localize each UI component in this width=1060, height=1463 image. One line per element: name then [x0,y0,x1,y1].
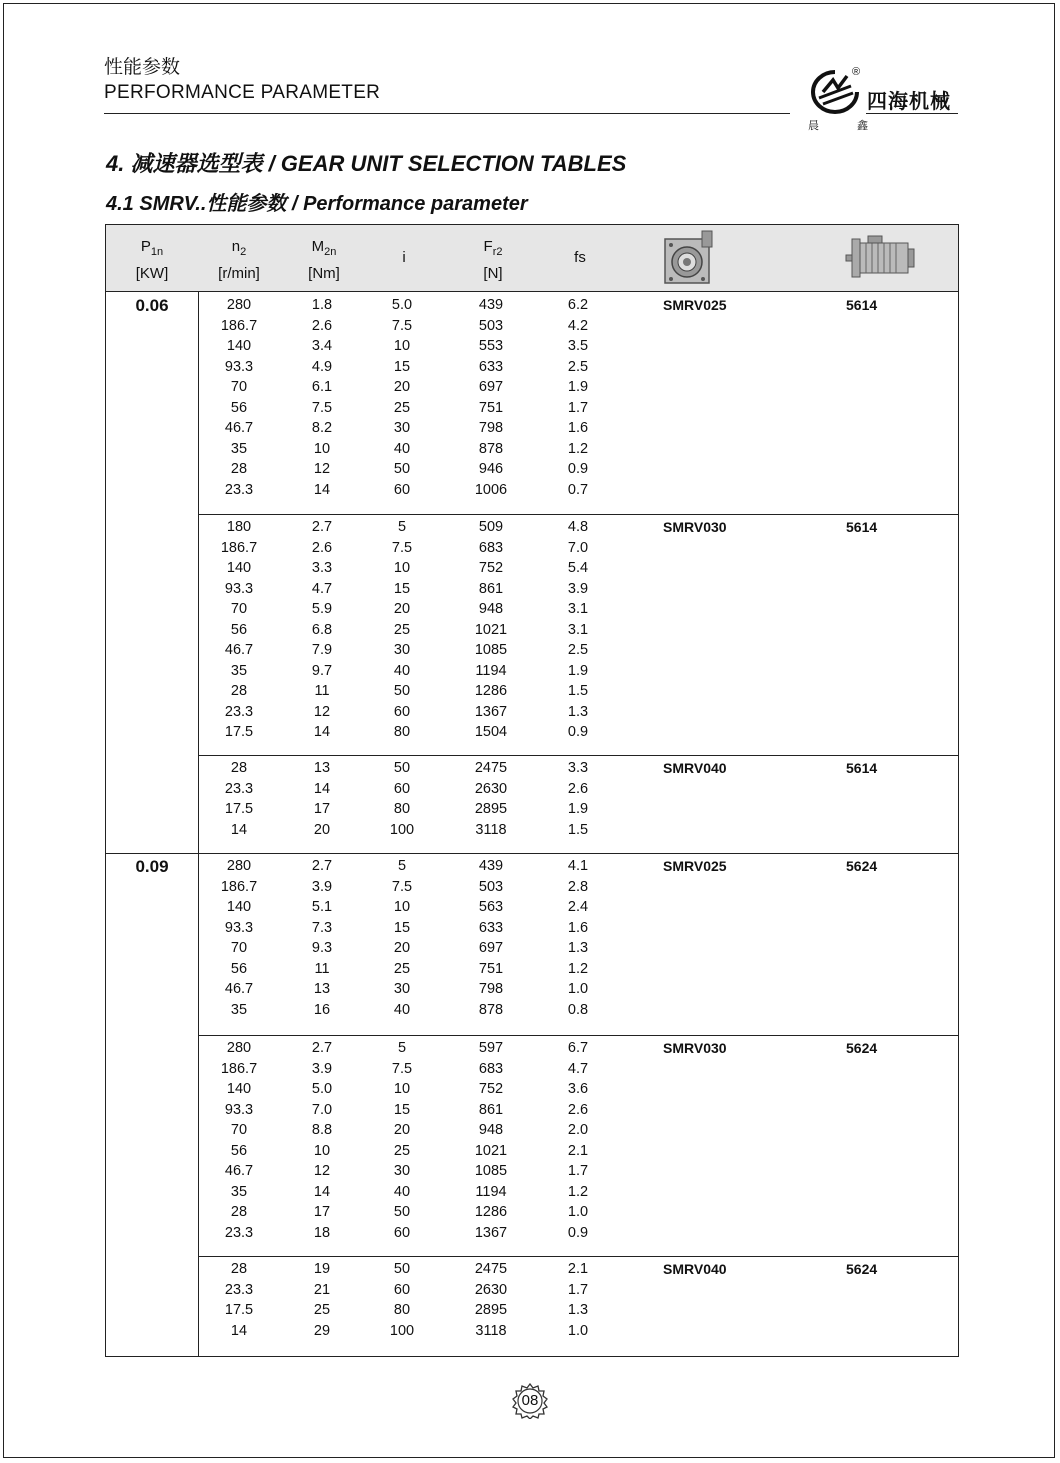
brand-sub-char: 晨 [808,119,819,132]
gear-model: SMRV030 [663,1040,727,1056]
table-cell: 697 [478,379,504,395]
table-cell: 1.7 [567,1281,589,1298]
table-cell: 46.7 [224,1163,254,1179]
table-cell: 1.2 [567,440,589,457]
table-cell: 10 [393,560,411,576]
table-cell: 751 [478,399,504,416]
page-number: 08 [521,1392,539,1409]
table-cell: 10 [393,338,411,354]
table-cell: 2.7 [311,1040,333,1056]
table-cell: 697 [478,940,504,956]
table-cell: 40 [393,440,411,457]
table-cell: 1006 [474,481,508,498]
header-title-cn: 性能参数 [104,57,181,78]
table-cell: 60 [393,1224,411,1241]
table-cell: 878 [478,440,504,457]
table-cell: 7.5 [391,317,413,334]
table-cell: 8.8 [311,1122,333,1138]
table-cell: 1367 [474,703,508,720]
table-cell: 21 [313,1281,331,1298]
table-cell: 13 [313,760,331,776]
table-cell: 140 [226,560,252,576]
table-cell: 10 [313,440,331,457]
table-cell: 3.9 [311,878,333,895]
table-cell: 40 [393,662,411,679]
table-cell: 35 [230,1183,248,1200]
table-cell: 2.6 [567,780,589,797]
table-cell: 14 [313,481,331,498]
table-cell: 8.2 [311,420,333,436]
table-cell: 100 [389,1322,415,1339]
table-cell: 1.0 [567,1204,589,1220]
table-cell: 2630 [474,780,508,797]
table-cell: 2895 [474,801,508,817]
gear-model: SMRV025 [663,297,727,313]
table-cell: 20 [393,379,411,395]
header-m2n: $M_{2n}$ [Nm] [308,238,340,282]
table-cell: 46.7 [224,981,254,997]
table-cell: 56 [230,960,248,977]
table-cell: 0.8 [567,1001,589,1018]
table-cell: 56 [230,399,248,416]
table-cell: 12 [313,1163,331,1179]
section-title: 4. 减速器选型表 / GEAR UNIT SELECTION TABLES [106,151,627,176]
table-cell: 1.5 [567,821,589,838]
table-cell: 1.7 [567,1163,589,1179]
table-cell: 683 [478,539,504,556]
table-cell: 15 [393,358,411,375]
table-cell: 503 [478,878,504,895]
table-cell: 14 [313,780,331,797]
table-cell: 25 [393,960,411,977]
table-cell: 70 [230,940,248,956]
table-cell: 3.9 [567,580,589,597]
table-cell: 7.0 [567,539,589,556]
table-cell: 4.9 [311,358,333,375]
gearbox-icon [662,229,720,287]
table-cell: 56 [230,1142,248,1159]
table-cell: 1.2 [567,1183,589,1200]
motor-code: 5624 [846,1040,878,1056]
table-cell: 5.0 [391,297,413,313]
table-cell: 28 [230,1204,248,1220]
selection-table [105,224,959,1357]
table-cell: 798 [478,981,504,997]
table-cell: 23.3 [224,703,254,720]
header-p1n: $P_{1n}$ [KW] [135,238,169,282]
page-number-badge-icon [512,1383,548,1419]
table-cell: 280 [226,858,252,874]
table-cell: 186.7 [220,1060,258,1077]
table-cell: 10 [393,899,411,915]
table-cell: 878 [478,1001,504,1018]
table-cell: 16 [313,1001,331,1018]
table-cell: 80 [393,724,411,740]
table-cell: 60 [393,1281,411,1298]
table-cell: 50 [393,760,411,776]
table-cell: 50 [393,461,411,477]
table-cell: 439 [478,858,504,874]
table-cell: 186.7 [220,317,258,334]
table-cell: 503 [478,317,504,334]
table-cell: 1.3 [567,703,589,720]
table-cell: 6.8 [311,621,333,638]
table-cell: 1194 [475,1183,507,1200]
table-cell: 5 [397,1040,407,1056]
table-cell: 4.8 [567,519,589,535]
header-fr2: $F_{r2}$ [N] [483,238,503,282]
table-cell: 0.7 [567,481,589,498]
subsection-title: 4.1 SMRV..性能参数 / Performance parameter [106,193,528,215]
table-cell: 25 [393,399,411,416]
table-cell: 946 [478,461,504,477]
table-cell: 20 [393,601,411,617]
table-cell: 683 [478,1060,504,1077]
table-cell: 2.8 [567,878,589,895]
table-header [106,225,958,292]
table-cell: 93.3 [224,580,254,597]
table-cell: 5.1 [311,899,333,915]
table-cell: 4.7 [567,1060,589,1077]
table-cell: 5.0 [311,1081,333,1097]
table-cell: 633 [478,919,504,936]
header-title-en: PERFORMANCE PARAMETER [104,82,381,103]
table-cell: 1085 [474,642,508,658]
table-cell: 80 [393,801,411,817]
table-cell: 17.5 [224,1302,254,1318]
table-cell: 1286 [474,1204,508,1220]
table-cell: 280 [226,297,252,313]
table-cell: 2895 [474,1302,508,1318]
table-cell: 1.8 [311,297,333,313]
header-rule [104,113,790,114]
table-cell: 50 [393,1261,411,1277]
table-cell: 1.2 [567,960,589,977]
table-cell: 19 [313,1261,331,1277]
table-cell: 1.9 [567,662,589,679]
table-cell: 6.2 [567,297,589,313]
table-cell: 10 [313,1142,331,1159]
table-cell: 2.7 [311,519,333,535]
group-divider [198,1256,958,1257]
table-cell: 948 [478,1122,504,1138]
table-cell: 100 [389,821,415,838]
table-cell: 140 [226,899,252,915]
table-cell: 14 [230,1322,248,1339]
table-cell: 11 [314,683,330,699]
table-cell: 1021 [474,1142,508,1159]
table-cell: 4.1 [567,858,589,874]
table-cell: 4.7 [311,580,333,597]
table-cell: 35 [230,440,248,457]
table-cell: 0.9 [567,1224,589,1241]
table-cell: 563 [478,899,504,915]
table-cell: 13 [313,981,331,997]
table-cell: 11 [314,960,330,977]
table-cell: 70 [230,379,248,395]
table-cell: 93.3 [224,919,254,936]
motor-code: 5614 [846,760,878,776]
table-cell: 50 [393,683,411,699]
table-cell: 46.7 [224,642,254,658]
gear-model: SMRV030 [663,519,727,535]
table-cell: 23.3 [224,780,254,797]
table-cell: 9.3 [311,940,333,956]
table-cell: 56 [230,621,248,638]
table-cell: 751 [478,960,504,977]
table-cell: 17.5 [224,801,254,817]
table-cell: 2.0 [567,1122,589,1138]
table-cell: 7.0 [311,1101,333,1118]
table-cell: 140 [226,338,252,354]
table-cell: 861 [478,1101,504,1118]
table-cell: 3.1 [567,621,589,638]
table-cell: 20 [393,940,411,956]
table-cell: 70 [230,1122,248,1138]
table-cell: 1085 [474,1163,508,1179]
table-cell: 15 [393,580,411,597]
table-cell: 3.3 [311,560,333,576]
table-cell: 3.9 [311,1060,333,1077]
header-i: i [402,249,406,266]
table-cell: 28 [230,683,248,699]
table-cell: 70 [230,601,248,617]
table-cell: 30 [393,1163,411,1179]
registered-mark: ® [852,66,861,78]
table-cell: 5.4 [567,560,589,576]
table-cell: 40 [393,1001,411,1018]
table-cell: 3.4 [311,338,333,354]
table-cell: 60 [393,703,411,720]
motor-code: 5624 [846,1261,878,1277]
table-cell: 553 [478,338,504,354]
table-cell: 80 [393,1302,411,1318]
table-cell: 1504 [474,724,508,740]
table-cell: 35 [230,662,248,679]
power-value: 0.06 [135,296,169,315]
table-cell: 18 [313,1224,331,1241]
table-cell: 25 [393,1142,411,1159]
table-cell: 140 [226,1081,252,1097]
table-cell: 25 [393,621,411,638]
table-cell: 1.6 [567,919,589,936]
table-cell: 3.5 [567,338,589,354]
table-cell: 12 [313,461,331,477]
table-cell: 509 [478,519,504,535]
table-cell: 7.5 [391,539,413,556]
brand-name: 四海机械 [867,91,951,113]
table-cell: 3.1 [567,601,589,617]
table-cell: 50 [393,1204,411,1220]
table-cell: 35 [230,1001,248,1018]
table-cell: 23.3 [224,481,254,498]
motor-icon [844,233,916,283]
table-cell: 7.3 [311,919,333,936]
table-cell: 14 [230,821,248,838]
table-cell: 17.5 [224,724,254,740]
table-cell: 1.3 [567,940,589,956]
table-cell: 861 [478,580,504,597]
table-cell: 2475 [474,760,508,776]
gear-model: SMRV025 [663,858,727,874]
table-cell: 3.3 [567,760,589,776]
table-cell: 186.7 [220,539,258,556]
table-cell: 15 [393,1101,411,1118]
table-cell: 29 [313,1322,331,1339]
table-cell: 752 [478,1081,504,1097]
table-cell: 30 [393,642,411,658]
table-cell: 2630 [474,1281,508,1298]
table-cell: 60 [393,481,411,498]
gear-model: SMRV040 [663,760,727,776]
table-cell: 1.9 [567,379,589,395]
table-cell: 20 [313,821,331,838]
group-divider [198,514,958,515]
table-cell: 28 [230,760,248,776]
brand-subtext [808,117,868,133]
table-cell: 7.5 [391,878,413,895]
table-cell: 30 [393,420,411,436]
table-cell: 0.9 [567,461,589,477]
table-cell: 25 [313,1302,331,1318]
table-cell: 186.7 [220,878,258,895]
table-cell: 23.3 [224,1224,254,1241]
table-cell: 1.0 [567,981,589,997]
group-divider [106,853,958,854]
table-cell: 28 [230,1261,248,1277]
table-cell: 1.7 [567,399,589,416]
table-cell: 60 [393,780,411,797]
motor-code: 5614 [846,297,878,313]
table-cell: 1.6 [567,420,589,436]
table-cell: 1367 [474,1224,508,1241]
group-divider [198,755,958,756]
table-cell: 14 [313,1183,331,1200]
table-cell: 93.3 [224,358,254,375]
table-cell: 7.5 [311,399,333,416]
motor-code: 5624 [846,858,878,874]
table-cell: 5 [397,858,407,874]
table-cell: 93.3 [224,1101,254,1118]
table-cell: 17 [313,1204,331,1220]
table-cell: 1.0 [567,1322,589,1339]
table-cell: 20 [393,1122,411,1138]
table-cell: 1.3 [567,1302,589,1318]
table-cell: 439 [478,297,504,313]
table-cell: 2.6 [311,539,333,556]
table-cell: 752 [478,560,504,576]
table-cell: 46.7 [224,420,254,436]
table-cell: 0.9 [567,724,589,740]
power-value: 0.09 [135,857,169,876]
table-cell: 5 [397,519,407,535]
table-cell: 6.1 [311,379,333,395]
table-cell: 1021 [474,621,508,638]
table-cell: 40 [393,1183,411,1200]
brand-sub-char: 鑫 [857,119,868,132]
table-cell: 17 [313,801,331,817]
table-cell: 597 [478,1040,504,1056]
table-cell: 1.9 [567,801,589,817]
table-cell: 180 [226,519,252,535]
group-divider [198,1035,958,1036]
table-cell: 7.5 [391,1060,413,1077]
header-n2: $n_2$ [r/min] [218,238,260,282]
table-cell: 2.5 [567,358,589,375]
table-cell: 2.5 [567,642,589,658]
table-cell: 1286 [474,683,508,699]
table-cell: 2.4 [567,899,589,915]
gear-model: SMRV040 [663,1261,727,1277]
table-cell: 14 [313,724,331,740]
table-cell: 30 [393,981,411,997]
table-cell: 633 [478,358,504,375]
table-cell: 3118 [475,821,507,838]
table-cell: 2.6 [567,1101,589,1118]
table-cell: 2.7 [311,858,333,874]
table-cell: 798 [478,420,504,436]
table-cell: 28 [230,461,248,477]
table-cell: 1.5 [567,683,589,699]
table-cell: 12 [313,703,331,720]
table-cell: 2.1 [567,1261,589,1277]
table-cell: 2475 [474,1261,508,1277]
table-cell: 10 [393,1081,411,1097]
table-cell: 3.6 [567,1081,589,1097]
table-cell: 9.7 [311,662,333,679]
table-cell: 1194 [475,662,507,679]
header-fs: fs [574,249,586,266]
table-cell: 15 [393,919,411,936]
table-cell: 2.1 [567,1142,589,1159]
table-cell: 23.3 [224,1281,254,1298]
table-cell: 948 [478,601,504,617]
table-cell: 6.7 [567,1040,589,1056]
table-cell: 4.2 [567,317,589,334]
motor-code: 5614 [846,519,878,535]
table-cell: 7.9 [311,642,333,658]
table-cell: 2.6 [311,317,333,334]
table-cell: 5.9 [311,601,333,617]
table-cell: 3118 [475,1322,507,1339]
table-cell: 280 [226,1040,252,1056]
